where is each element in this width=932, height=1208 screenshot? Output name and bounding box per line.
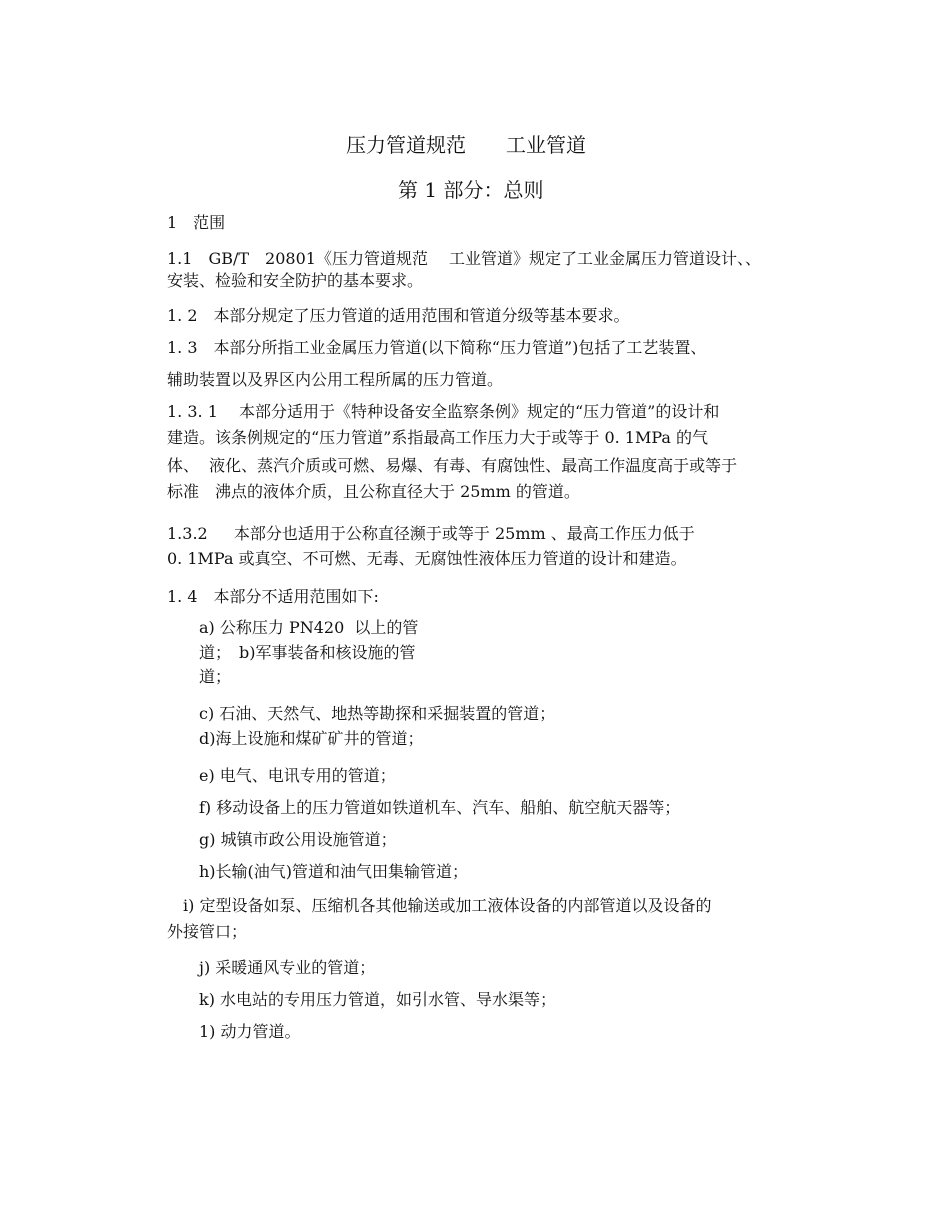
paragraph-1-3-1-line-1: 1. 3. 1 本部分适用于《特种设备安全监察条例》规定的“压力管道”的设计和 [167, 402, 720, 421]
list-item-i-line-2: 外接管口； [167, 922, 248, 941]
list-item-d: d)海上设施和煤矿矿井的管道； [199, 729, 424, 748]
list-item-g: g) 城镇市政公用设施管道； [199, 830, 397, 849]
paragraph-1-3-1-line-4: 标准 沸点的液体介质，且公称直径大于 25mm 的管道。 [167, 482, 580, 501]
list-item-a-line-3: 道； [199, 667, 232, 686]
paragraph-1-3-1-line-2: 建造。该条例规定的“压力管道”系指最高工作压力大于或等于 0. 1MPa 的气 [167, 428, 709, 447]
section-heading-scope: 1 范围 [167, 213, 226, 232]
paragraph-1-2: 1. 2 本部分规定了压力管道的适用范围和管道分级等基本要求。 [167, 306, 630, 325]
paragraph-1-3-1-line-3: 体、 液化、蒸汽介质或可燃、易爆、有毒、有腐蚀性、最高工作温度高于或等于 [167, 456, 738, 475]
paragraph-1-3-2-line-2: 0. 1MPa 或真空、不可燃、无毒、无腐蚀性液体压力管道的设计和建造。 [167, 549, 687, 568]
list-item-e: e) 电气、电讯专用的管道； [199, 766, 396, 785]
paragraph-1-3-line-1: 1. 3 本部分所指工业金属压力管道(以下简称“压力管道”)包括了工艺装置、 [167, 338, 707, 357]
list-item-a-line-2: 道； b)军事装备和核设施的管 [199, 643, 416, 662]
document-subtitle: 第 1 部分：总则 [398, 178, 544, 202]
list-item-i-line-1: i) 定型设备如泵、压缩机各其他输送或加工液体设备的内部管道以及设备的 [167, 896, 712, 915]
paragraph-1-3-line-2: 辅助装置以及界区内公用工程所属的压力管道。 [167, 370, 504, 389]
list-item-l: 1) 动力管道。 [199, 1022, 301, 1041]
paragraph-1-1-line-2: 安装、检验和安全防护的基本要求。 [167, 271, 424, 290]
list-item-f: f) 移动设备上的压力管道如铁道机车、汽车、船舶、航空航天器等； [199, 798, 681, 817]
paragraph-1-4: 1. 4 本部分不适用范围如下: [167, 587, 379, 606]
paragraph-1-3-2-line-1: 1.3.2 本部分也适用于公称直径濒于或等于 25mm 、最高工作压力低于 [167, 524, 695, 543]
list-item-k: k) 水电站的专用压力管道，如引水管、导水渠等； [199, 990, 557, 1009]
list-item-c: c) 石油、天然气、地热等勘探和采掘装置的管道； [199, 704, 556, 723]
document-title: 压力管道规范 工业管道 [346, 133, 586, 157]
paragraph-1-1-line-1: 1.1 GB/T 20801《压力管道规范 工业管道》规定了工业金属压力管道设计、、 [167, 249, 762, 268]
list-item-j: j) 采暖通风专业的管道； [199, 958, 376, 977]
list-item-h: h)长输(油气)管道和油气田集输管道； [199, 862, 469, 881]
list-item-a-line-1: a) 公称压力 PN420 以上的管 [199, 618, 419, 637]
